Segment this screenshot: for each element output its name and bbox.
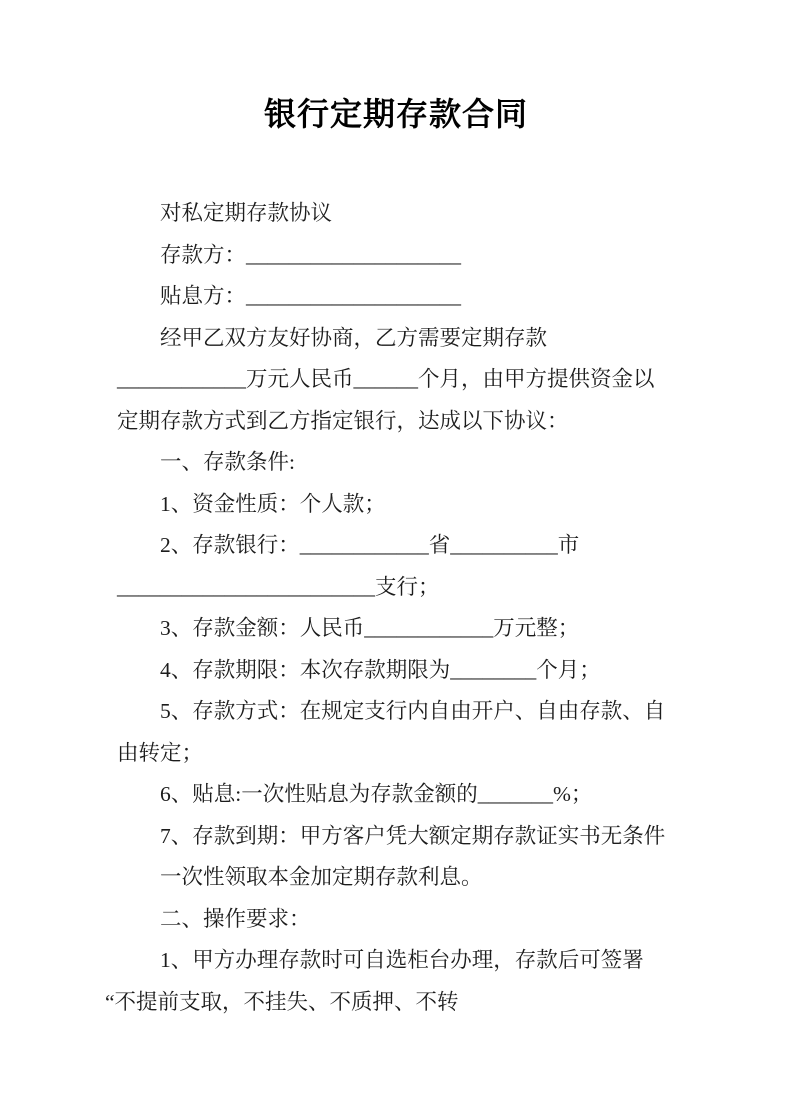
contract-line: 贴息方：____________________ — [160, 284, 462, 308]
contract-line: ____________万元人民币______个月，由甲方提供资金以 — [117, 367, 655, 391]
contract-line: 一、存款条件: — [160, 450, 295, 474]
document-body — [105, 193, 682, 1023]
contract-line: 二、操作要求： — [160, 906, 311, 931]
contract-line: ________________________支行； — [117, 574, 440, 599]
contract-line: 对私定期存款协议 — [160, 201, 333, 225]
contract-line: 6、贴息:一次性贴息为存款金额的_______%； — [160, 782, 593, 806]
contract-line: 2、存款银行：____________省__________市 — [160, 533, 580, 557]
contract-line: 1、资金性质：个人款； — [160, 491, 386, 516]
contract-line: 3、存款金额：人民币____________万元整； — [160, 616, 580, 640]
contract-line: 4、存款期限：本次存款期限为________个月； — [160, 657, 601, 682]
contract-line: 定期存款方式到乙方指定银行，达成以下协议： — [117, 408, 569, 433]
document-title: 银行定期存款合同 — [263, 96, 528, 132]
contract-line: 经甲乙双方友好协商，乙方需要定期存款 — [160, 325, 548, 350]
contract-line: “不提前支取，不挂失、不质押、不转 — [105, 989, 459, 1014]
contract-line: 7、存款到期：甲方客户凭大额定期存款证实书无条件 — [160, 823, 666, 848]
contract-line: 存款方：____________________ — [160, 242, 462, 267]
contract-line: 5、存款方式：在规定支行内自由开户、自由存款、自 — [160, 699, 666, 723]
contract-line: 1、甲方办理存款时可自选柜台办理，存款后可签署 — [160, 948, 644, 972]
contract-line: 由转定； — [117, 740, 204, 765]
contract-line: 一次性领取本金加定期存款利息。 — [160, 865, 483, 889]
